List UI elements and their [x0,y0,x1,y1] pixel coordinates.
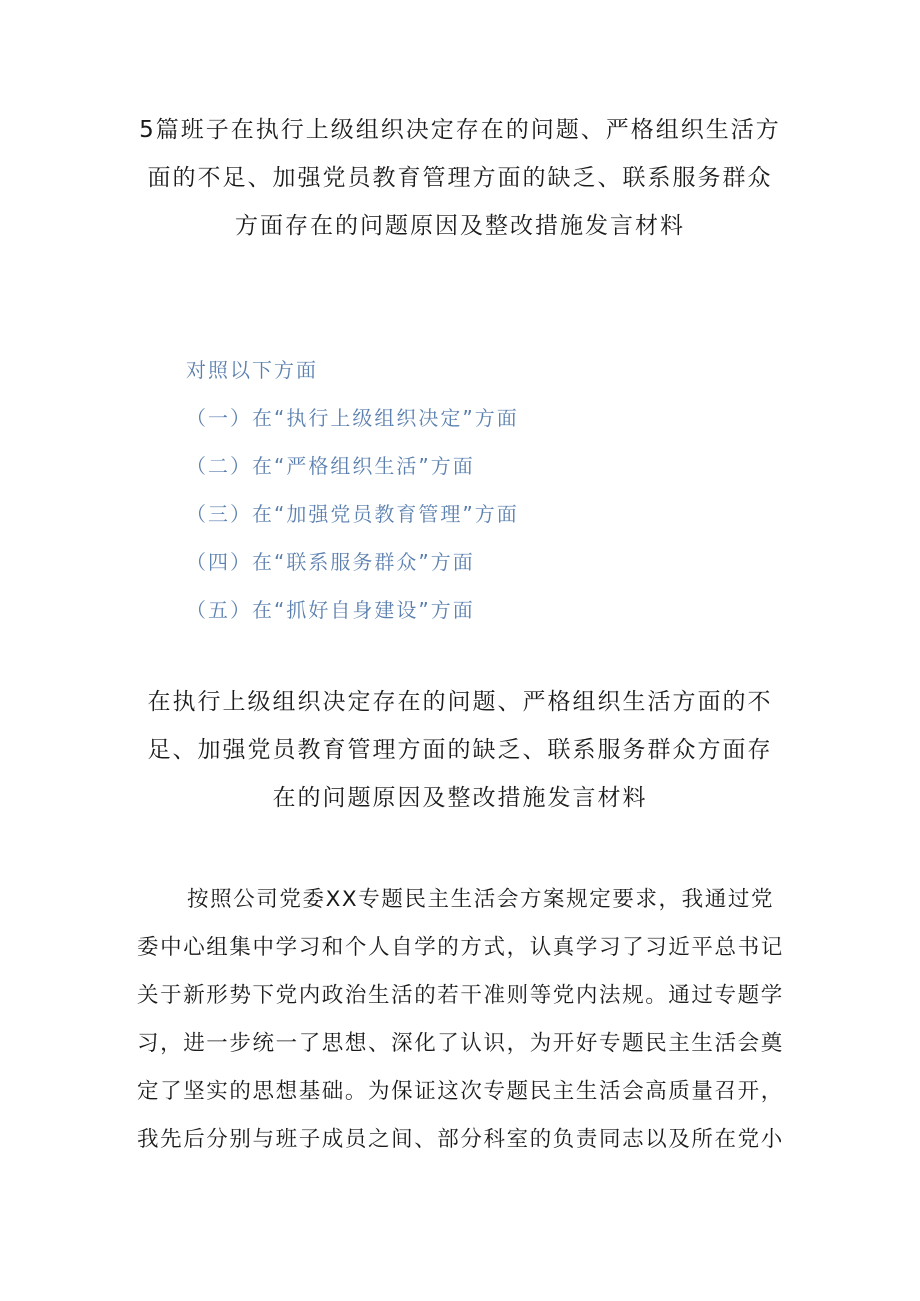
body-line: 关于新形势下党内政治生活的若干准则等党内法规。通过专题学 [137,983,784,1008]
section-title [130,678,790,822]
body-line: 我先后分别与班子成员之间、部分科室的负责同志以及所在党小 [137,1127,784,1152]
body-line: 习，进一步统一了思想、深化了认识，为开好专题民主生活会奠 [137,1031,784,1056]
title-line: 面的不足、加强党员教育管理方面的缺乏、联系服务群众 [147,165,773,191]
body-line: 委中心组集中学习和个人自学的方式，认真学习了习近平总书记 [137,935,784,960]
toc-item-2[interactable]: （二）在“严格组织生活”方面 [186,454,475,478]
toc-item-4[interactable]: （四）在“联系服务群众”方面 [186,550,475,574]
section-title-line: 足、加强党员教育管理方面的缺乏、联系服务群众方面存 [147,737,773,763]
toc-heading: 对照以下方面 [186,358,318,382]
body-paragraph [137,876,797,1164]
toc-item-3[interactable]: （三）在“加强党员教育管理”方面 [186,502,519,526]
section-title-line: 在执行上级组织决定存在的问题、严格组织生活方面的不 [147,689,773,715]
toc-item-1[interactable]: （一）在“执行上级组织决定”方面 [186,406,519,430]
title-line: 5篇班子在执行上级组织决定存在的问题、严格组织生活方 [139,117,781,143]
toc-item-5[interactable]: （五）在“抓好自身建设”方面 [186,598,475,622]
title-line: 方面存在的问题原因及整改措施发言材料 [235,213,685,239]
document-title [130,106,790,250]
body-line: 定了坚实的思想基础。为保证这次专题民主生活会高质量召开， [137,1079,784,1104]
body-line: 按照公司党委XX专题民主生活会方案规定要求，我通过党 [187,887,775,912]
table-of-contents [186,346,519,634]
section-title-line: 在的问题原因及整改措施发言材料 [272,785,648,811]
